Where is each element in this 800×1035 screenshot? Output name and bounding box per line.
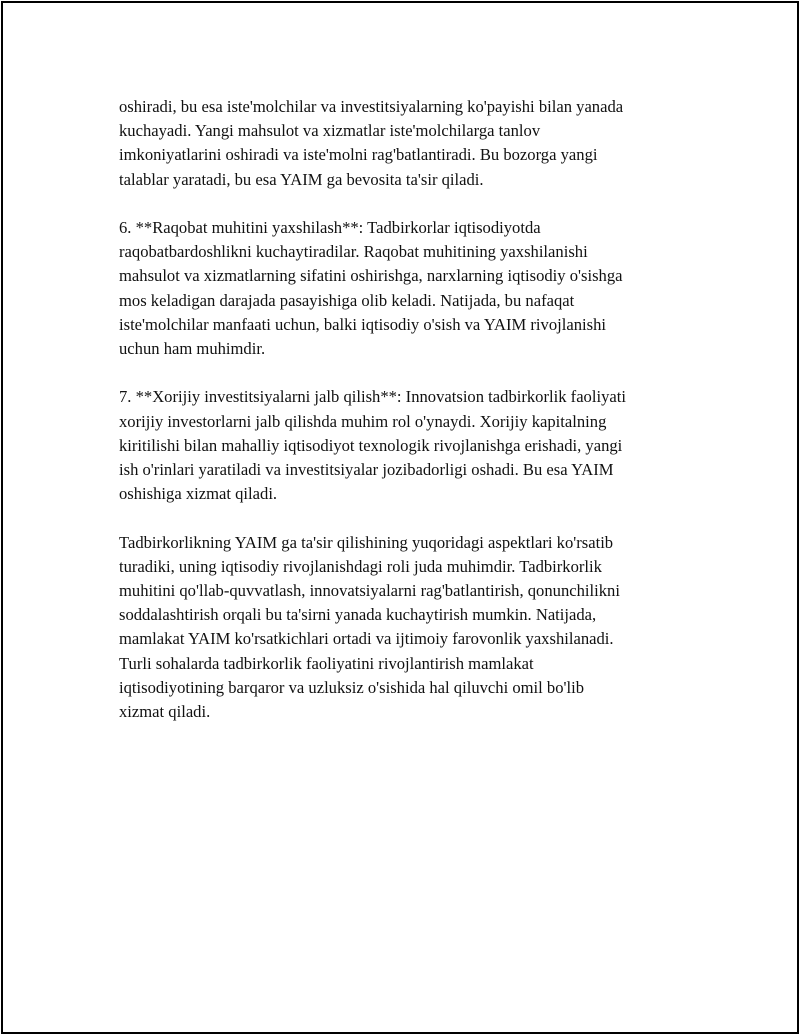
text-line: mahsulot va xizmatlarning sifatini oshirishga, narxlarning iqtisodiy o'sishga — [119, 266, 623, 286]
text-line: soddalashtirish orqali bu ta'sirni yanada kuchaytirish mumkin. Natijada, — [119, 605, 597, 625]
text-line: mamlakat YAIM ko'rsatkichlari ortadi va ijtimoiy farovonlik yaxshilanadi. — [119, 629, 614, 649]
paragraph-point-6 — [119, 216, 699, 361]
text-line: xorijiy investorlarni jalb qilishda muhim rol o'ynaydi. Xorijiy kapitalning — [119, 411, 607, 431]
text-line: oshiradi, bu esa iste'molchilar va investitsiyalarning ko'payishi bilan yanada — [119, 97, 624, 116]
document-page — [1, 1, 799, 1034]
text-line: iste'molchilar manfaati uchun, balki iqtisodiy o'sish va YAIM rivojlanishi — [119, 314, 606, 334]
text-line: 7. **Xorijiy investitsiyalarni jalb qilish**: Innovatsion tadbirkorlik faoliyati — [119, 387, 626, 407]
text-line: raqobatbardoshlikni kuchaytiradilar. Raqobat muhitining yaxshilanishi — [119, 242, 588, 262]
text-line: imkoniyatlarini oshiradi va iste'molni rag'batlantiradi. Bu bozorga yangi — [119, 145, 598, 165]
paragraph-continuation — [119, 95, 699, 192]
text-line: muhitini qo'llab-quvvatlash, innovatsiyalarni rag'batlantirish, qonunchilikni — [119, 581, 620, 601]
text-line: xizmat qiladi. — [119, 702, 211, 722]
text-line: turadiki, uning iqtisodiy rivojlanishdagi roli juda muhimdir. Tadbirkorlik — [119, 556, 602, 576]
text-line: Tadbirkorlikning YAIM ga ta'sir qilishining yuqoridagi aspektlari ko'rsatib — [119, 532, 614, 552]
text-line: kiritilishi bilan mahalliy iqtisodiyot texnologik rivojlanishga erishadi, yangi — [119, 435, 623, 455]
document-body — [119, 95, 699, 748]
text-line: 6. **Raqobat muhitini yaxshilash**: Tadbirkorlar iqtisodiyotda — [119, 218, 541, 237]
text-line: iqtisodiyotining barqaror va uzluksiz o'sishida hal qiluvchi omil bo'lib — [119, 677, 585, 697]
paragraph-conclusion — [119, 531, 699, 725]
text-line: talablar yaratadi, bu esa YAIM ga bevosita ta'sir qiladi. — [119, 169, 484, 189]
text-line: Turli sohalarda tadbirkorlik faoliyatini rivojlantirish mamlakat — [119, 653, 534, 673]
text-line: kuchayadi. Yangi mahsulot va xizmatlar iste'molchilarga tanlov — [119, 121, 541, 141]
paragraph-point-7 — [119, 385, 699, 506]
text-line: oshishiga xizmat qiladi. — [119, 484, 278, 504]
text-line: uchun ham muhimdir. — [119, 339, 266, 359]
text-line: mos keladigan darajada pasayishiga olib keladi. Natijada, bu nafaqat — [119, 290, 575, 310]
text-line: ish o'rinlari yaratiladi va investitsiyalar jozibadorligi oshadi. Bu esa YAIM — [119, 460, 614, 480]
